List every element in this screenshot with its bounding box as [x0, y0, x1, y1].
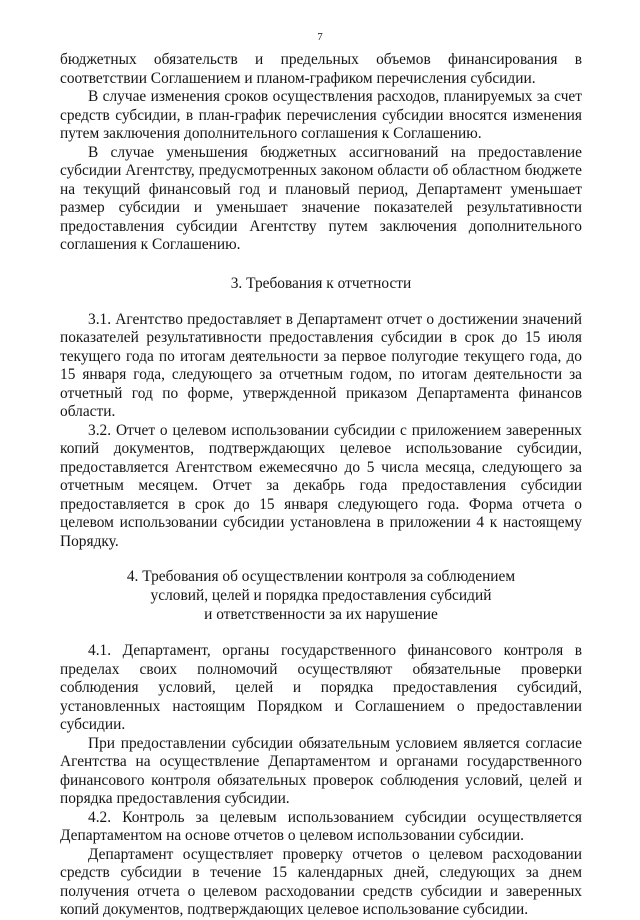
- paragraph-4-1: 4.1. Департамент, органы государственного финансового контроля в пределах своих полномочий осуществляют обязательные проверки соблюдения условий, целей и порядка предоставления субсидий, установленных настоящим Порядком и Соглашением о предоставлении субсидии.: [60, 642, 582, 733]
- paragraph-3-2: 3.2. Отчет о целевом использовании субсидии с приложением заверенных копий документов, подтверждающих целевое использование субсидии, предоставляется Агентством ежемесячно до 5 числа месяца, следующего за отчетным месяцем. Отчет за декабрь года предоставления субсидии предоставляется в срок до 15 января следующего года. Форма отчета о целевом использовании субсидии установлена в приложении 4 к настоящему Порядку.: [60, 421, 582, 550]
- paragraph-3-1: 3.1. Агентство предоставляет в Департамент отчет о достижении значений показателей результативности предоставления субсидии в срок до 15 июля текущего года по итогам деятельности за первое полугодие текущего года, до 15 января года, следующего за отчетным годом, по итогам деятельности за отчетный год по форме, утвержденной приказом Департамента финансов области.: [60, 310, 582, 420]
- paragraph: В случае уменьшения бюджетных ассигнований на предоставление субсидии Агентству, предусмотренных законом области об областном бюджете на текущий финансовый год и плановый период, Департамент уменьшает размер субсидии и уменьшает значение показателей результативности предоставления субсидии Агентству путем заключения дополнительного соглашения к Соглашению.: [60, 143, 582, 253]
- paragraph: В случае изменения сроков осуществления расходов, планируемых за счет средств субсидии, в план-график перечисления субсидии вносятся изменения путем заключения дополнительного соглашения к Соглашению.: [60, 88, 582, 142]
- section-4-heading-line-1: 4. Требования об осуществлении контроля за соблюдением: [126, 568, 516, 585]
- section-4-heading-line-2: условий, целей и порядка предоставления субсидий: [150, 587, 492, 604]
- page-number: 7: [317, 31, 323, 43]
- section-3-heading: 3. Требования к отчетности: [230, 274, 412, 292]
- section-4-heading: [60, 567, 582, 624]
- paragraph: При предоставлении субсидии обязательным условием является согласие Агентства на осуществление Департаментом и органами государственного финансового контроля обязательных проверок соблюдения условий, целей и порядка предоставления субсидии.: [60, 734, 582, 807]
- section-4-heading-line-3: и ответственности за их нарушение: [204, 606, 438, 623]
- paragraph: Департамент осуществляет проверку отчетов о целевом расходовании средств субсидии в течение 15 календарных дней, следующих за днем получения отчета о целевом расходовании средств субсидии и заверенных копий документов, подтверждающих целевое использование субсидии.: [60, 845, 582, 918]
- document-body: [60, 51, 582, 920]
- paragraph-4-2: 4.2. Контроль за целевым использованием субсидии осуществляется Департаментом на основе отчетов о целевом использовании субсидии.: [60, 808, 582, 844]
- paragraph-continuation: бюджетных обязательств и предельных объемов финансирования в соответствии Соглашением и планом-графиком перечисления субсидии.: [60, 51, 582, 87]
